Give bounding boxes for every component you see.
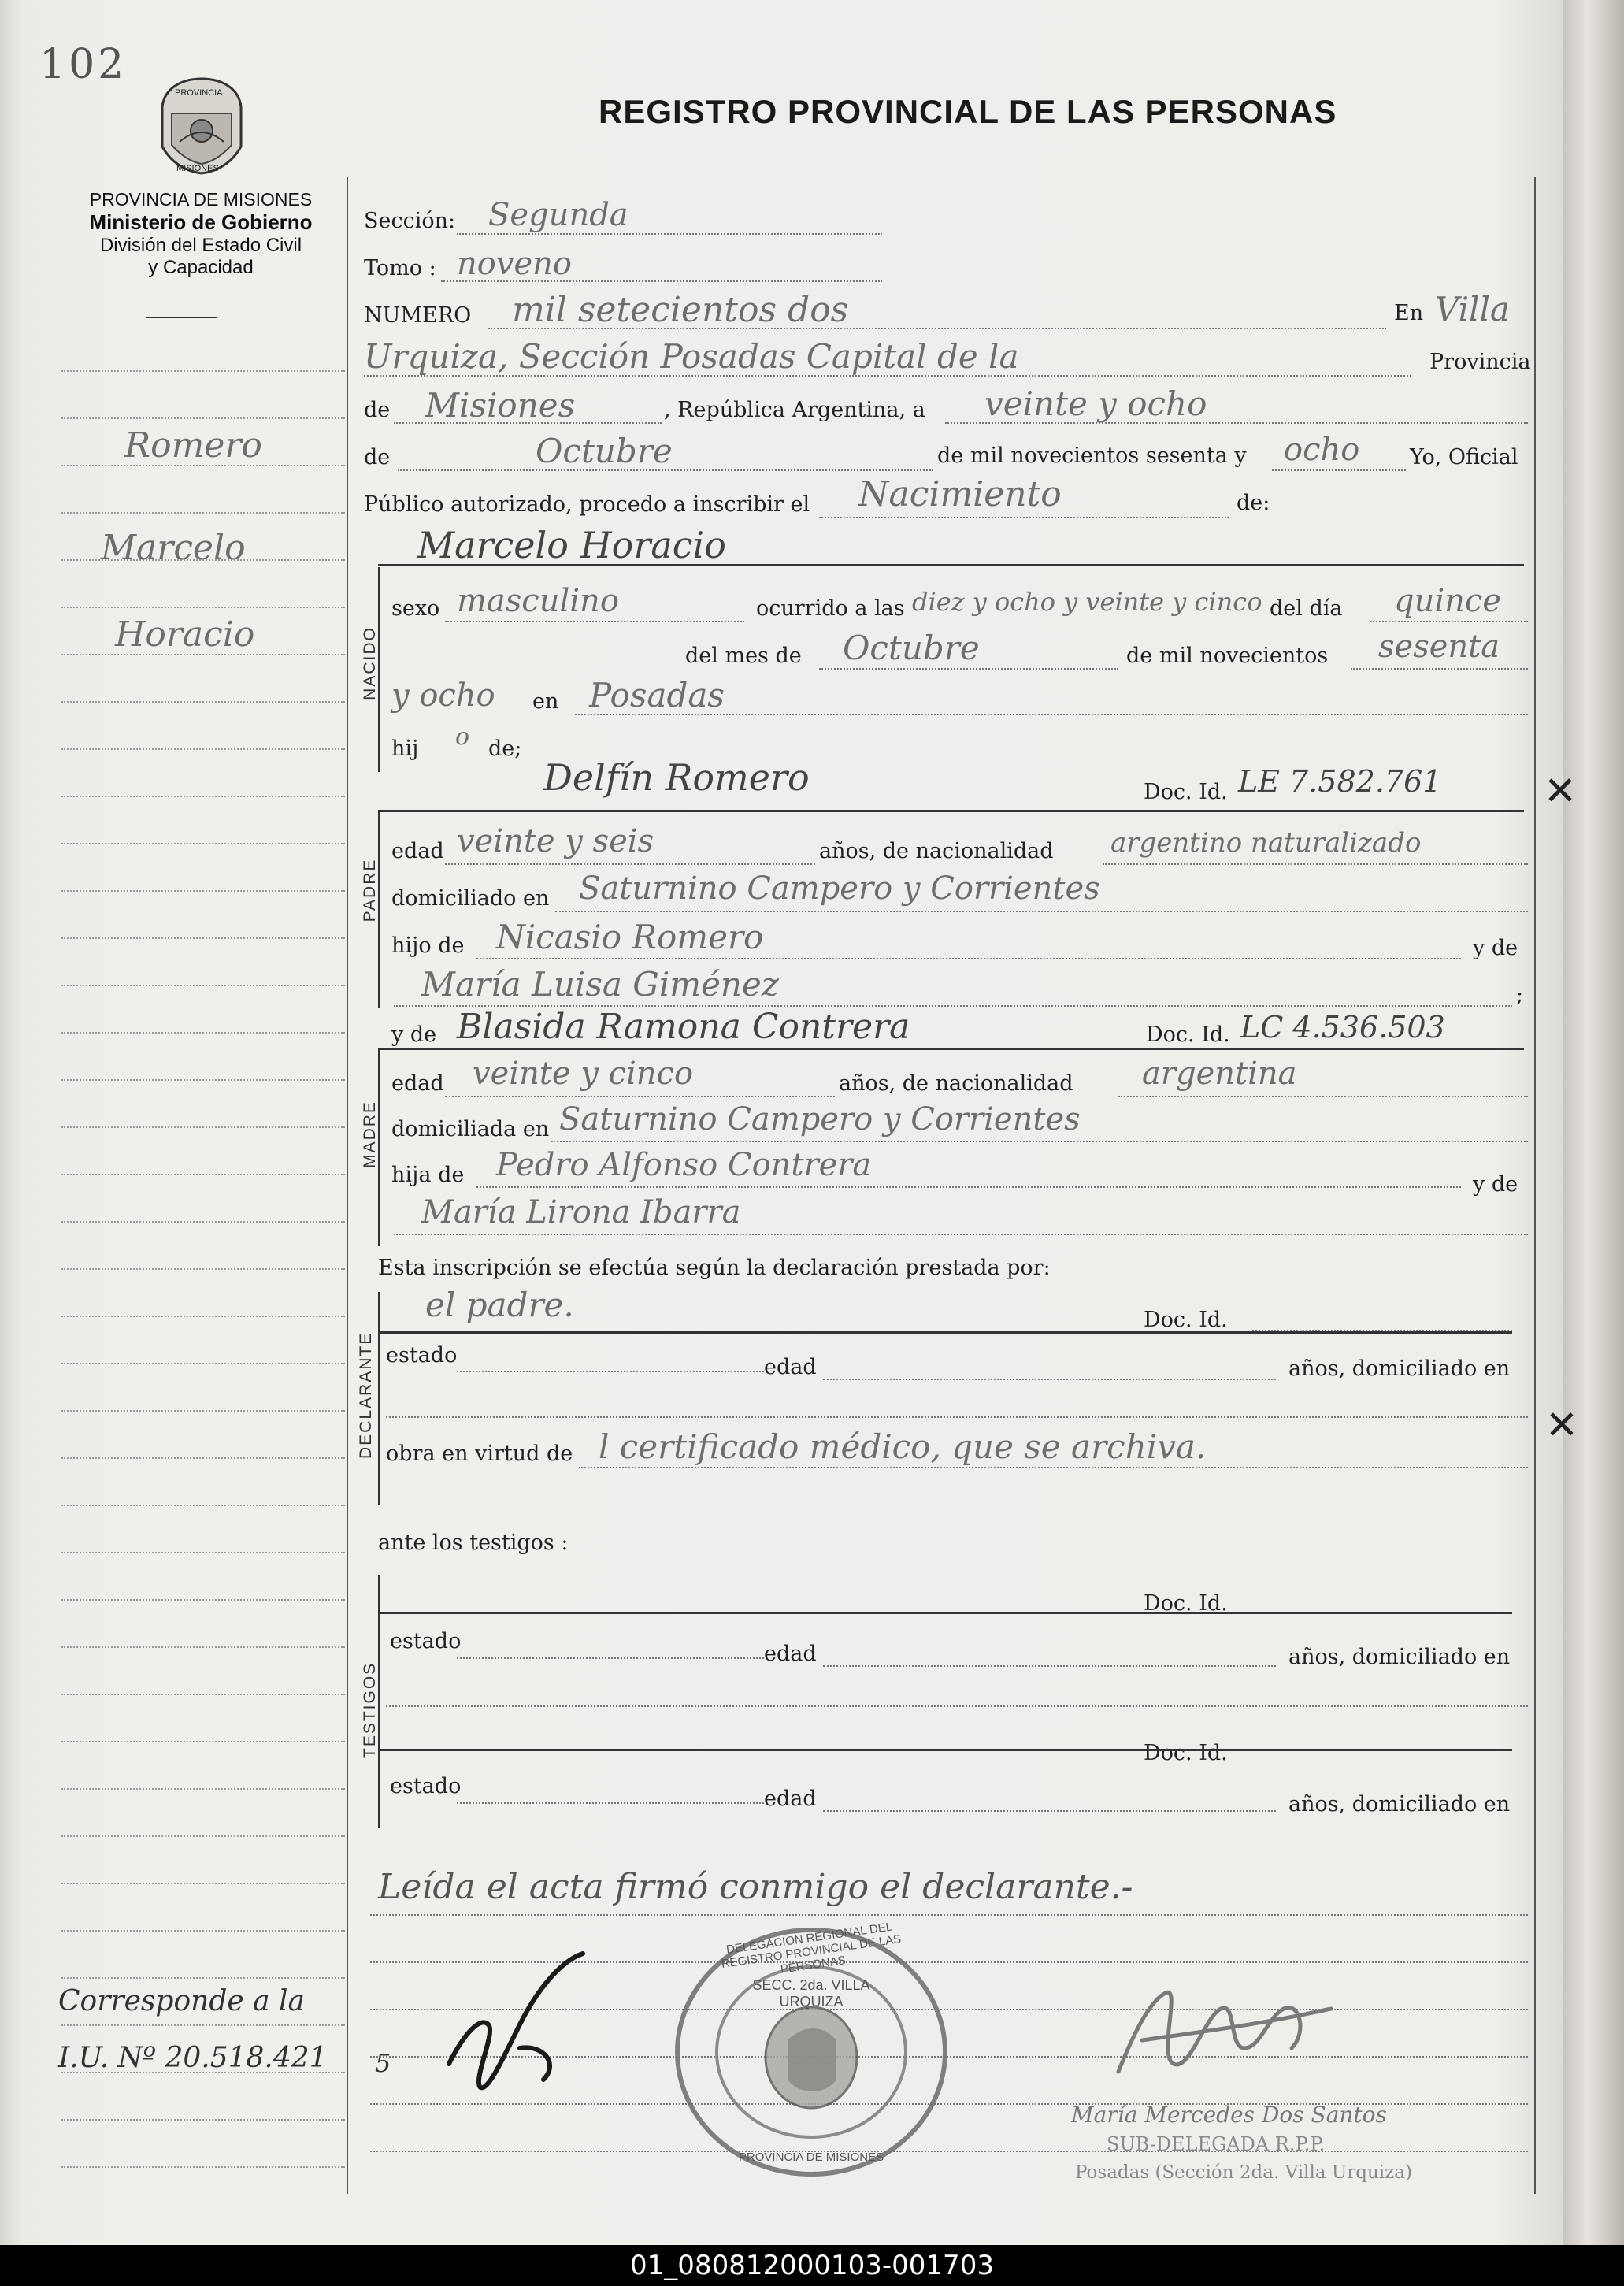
madre-madre-line [394, 1234, 1528, 1235]
padre-semicolon: ; [1516, 983, 1524, 1008]
testigo2-anos-label: años, domiciliado en [1288, 1792, 1511, 1817]
en-place-label: en [532, 689, 559, 714]
madre-y-de-label: y de [391, 1022, 437, 1047]
officer-place: Posadas (Sección 2da. Villa Urquiza) [1075, 2162, 1412, 2183]
madre-doc-label: Doc. Id. [1146, 1022, 1230, 1047]
file-id-footer: 01_080812000103-001703 [0, 2245, 1624, 2286]
act-type-line [819, 517, 1229, 518]
page-title: REGISTRO PROVINCIAL DE LAS PERSONAS [599, 93, 1337, 130]
testigo2-doc-label: Doc. Id. [1144, 1741, 1228, 1765]
stamp-inner-text: SECC. 2da. VILLA URQUIZA [752, 1977, 870, 2010]
closing-line [370, 1914, 1528, 1916]
padre-nacionalidad-value: argentino naturalizado [1110, 827, 1422, 859]
hora-value: diez y ocho y veinte y cinco [912, 587, 1262, 617]
seccion-line [457, 233, 882, 235]
closing-statement: Leída el acta firmó conmigo el declarante.- [378, 1867, 1133, 1907]
margin-divider [347, 177, 348, 2194]
seal-text-bottom: MISIONES [176, 164, 219, 173]
en-value: Villa [1435, 290, 1510, 328]
mes-line [819, 668, 1118, 670]
obra-label: obra en virtud de [386, 1442, 573, 1466]
officer-signature [1071, 1946, 1355, 2103]
padre-padre-line [476, 958, 1461, 959]
lugar-line [575, 714, 1528, 715]
act-type-value: Nacimiento [858, 474, 1062, 514]
declarante-section-label: DECLARANTE [357, 1331, 375, 1459]
month-value: Octubre [536, 432, 673, 470]
en-label: En [1394, 301, 1424, 325]
division-name: División del Estado Civil [99, 235, 302, 256]
officer-role: SUB-DELEGADA R.P.P. [1107, 2133, 1326, 2155]
ocurrido-label: ocurrido a las [756, 596, 905, 621]
tomo-line [441, 280, 882, 282]
del-mes-label: del mes de [685, 644, 802, 668]
padre-section-label: PADRE [361, 858, 379, 922]
header-rule [146, 317, 217, 318]
padre-edad-value: veinte y seis [457, 823, 654, 859]
stamp-round-text: DELEGACION REGIONAL DEL REGISTRO PROVINCIAL DE LAS PERSONAS [720, 1920, 903, 1976]
province-name: PROVINCIA DE MISIONES [89, 189, 313, 210]
testigo2-estado-label: estado [390, 1774, 462, 1798]
padre-domicilio-line [555, 911, 1528, 912]
testigo1-anos-label: años, domiciliado en [1288, 1645, 1511, 1669]
declarante-edad-label: edad [764, 1355, 817, 1379]
padre-padre-value: Nicasio Romero [496, 918, 764, 956]
nacido-section-label: NACIDO [361, 626, 379, 700]
tomo-label: Tomo : [364, 256, 436, 280]
madre-padre-line [476, 1186, 1461, 1188]
division-name-2: y Capacidad [148, 257, 254, 278]
padre-name: Delfín Romero [543, 756, 810, 799]
stamp-bottom-text: PROVINCIA DE MISIONES [738, 2151, 884, 2164]
binding-mark-1: ✕ [1544, 768, 1577, 814]
padre-anos-label: años, de nacionalidad [819, 839, 1054, 863]
dia-value: quince [1394, 583, 1501, 619]
anio-value-2: y ocho [391, 677, 495, 714]
declarante-value: el padre. [425, 1286, 574, 1324]
province-seal [156, 76, 247, 176]
page-number: 102 [39, 41, 128, 88]
padre-hijo-de-label: hijo de [391, 933, 465, 958]
declarante-domicilio-line [386, 1416, 1528, 1418]
de-colon: de: [1237, 491, 1270, 515]
del-dia-label: del día [1270, 596, 1343, 621]
month-de-label: de [364, 445, 391, 469]
testigo1-rule [378, 1612, 1512, 1614]
hijo-suffix: o [455, 723, 470, 751]
mes-value: Octubre [843, 629, 980, 667]
margin-note-1: Corresponde a la [58, 1985, 305, 2017]
declarante-bracket [378, 1292, 380, 1505]
numero-value: mil setecientos dos [512, 290, 849, 330]
madre-hija-de-label: hija de [391, 1163, 465, 1187]
numero-line [488, 328, 1386, 329]
testigos-section-label: TESTIGOS [361, 1661, 379, 1758]
padre-edad-label: edad [391, 839, 444, 863]
sexo-label: sexo [391, 596, 440, 621]
madre-edad-line [445, 1096, 835, 1097]
madre-edad-label: edad [391, 1071, 444, 1096]
testigo2-edad-line [823, 1810, 1276, 1812]
binding-mark-2: ✕ [1545, 1402, 1578, 1448]
yo-label: Yo, Oficial [1410, 445, 1518, 469]
testigo2-estado-line [457, 1802, 764, 1804]
hijo-de-label: de; [488, 737, 522, 761]
place-line: Urquiza, Sección Posadas Capital de la [364, 337, 1019, 376]
mil-label: de mil novecientos [1126, 644, 1329, 668]
year-text: de mil novecientos sesenta y [937, 443, 1247, 468]
de-label: de [364, 398, 391, 422]
padre-doc-value: LE 7.582.761 [1238, 764, 1442, 799]
hijo-label: hij [391, 737, 419, 761]
dia-line [1370, 621, 1528, 622]
provincia-label: Provincia [1429, 350, 1531, 374]
ministry-header [55, 189, 347, 279]
madre-domicilio-label: domiciliada en [391, 1117, 550, 1141]
day-value: veinte y ocho [984, 384, 1207, 423]
madre-doc-value: LC 4.536.503 [1240, 1010, 1445, 1045]
publico-label: Público autorizado, procedo a inscribir el [364, 492, 810, 517]
seccion-value: Segunda [488, 197, 628, 233]
testigo1-estado-label: estado [390, 1629, 462, 1653]
month-line [398, 469, 933, 471]
official-stamp [669, 1922, 953, 2182]
madre-nacionalidad-value: argentina [1142, 1056, 1297, 1092]
seccion-label: Sección: [364, 209, 456, 233]
padre-domicilio-label: domiciliado en [391, 886, 550, 911]
seal-text-top: PROVINCIA [175, 88, 223, 98]
testigo2-edad-label: edad [764, 1787, 817, 1811]
madre-nac-line [1118, 1096, 1528, 1097]
testigos-intro: ante los testigos : [378, 1531, 569, 1555]
anio-value: sesenta [1378, 629, 1500, 665]
margin-note-2: I.U. Nº 20.518.421 [58, 2042, 328, 2074]
madre-anos-label: años, de nacionalidad [839, 1071, 1073, 1096]
day-line [945, 422, 1528, 424]
year-value: ocho [1284, 432, 1360, 468]
anio-line [1351, 668, 1528, 670]
province-line [394, 422, 662, 424]
declarante-estado-line [457, 1371, 764, 1372]
right-border [1534, 177, 1536, 2194]
republica-label: , República Argentina, a [664, 398, 925, 422]
madre-padre-value: Pedro Alfonso Contrera [496, 1147, 872, 1183]
madre-madre-value: María Lirona Ibarra [421, 1194, 741, 1230]
madre-y-de2-label: y de [1473, 1172, 1518, 1197]
testigo1-doc-label: Doc. Id. [1144, 1591, 1228, 1616]
lugar-value: Posadas [589, 676, 725, 714]
testigo2-rule [378, 1749, 1512, 1751]
year-line [1272, 469, 1406, 471]
padre-madre-value: María Luisa Giménez [421, 965, 779, 1004]
padre-doc-label: Doc. Id. [1144, 780, 1228, 804]
officer-name: María Mercedes Dos Santos [1071, 2102, 1387, 2128]
obra-value: l certificado médico, que se archiva. [599, 1427, 1207, 1466]
margin-name-1: Marcelo [101, 528, 246, 568]
declarante-edad-line [823, 1379, 1276, 1380]
padre-domicilio-value: Saturnino Campero y Corrientes [579, 870, 1100, 907]
madre-edad-value: veinte y cinco [473, 1056, 694, 1092]
person-name-rule [378, 564, 1524, 566]
testigo1-estado-line [457, 1657, 764, 1659]
padre-y-de-label: y de [1473, 936, 1518, 960]
declarant-signature [425, 1946, 606, 2103]
padre-name-rule [378, 810, 1524, 812]
declaracion-intro: Esta inscripción se efectúa según la declaración prestada por: [378, 1256, 1051, 1280]
madre-domicilio-value: Saturnino Campero y Corrientes [559, 1101, 1081, 1137]
margin-name-2: Horacio [115, 614, 255, 655]
madre-name: Blasida Ramona Contrera [457, 1007, 910, 1047]
testigo1-edad-line [823, 1665, 1276, 1667]
numero-label: NUMERO [364, 303, 472, 328]
sexo-line [445, 621, 744, 622]
madre-section-label: MADRE [361, 1100, 379, 1168]
madre-domicilio-line [551, 1141, 1528, 1142]
book-binding [1563, 0, 1624, 2245]
sexo-value: masculino [457, 583, 619, 619]
ministry-name: Ministerio de Gobierno [89, 210, 313, 234]
testigo1-edad-label: edad [764, 1642, 817, 1666]
obra-line [579, 1467, 1528, 1468]
declarante-doc-label: Doc. Id. [1144, 1308, 1228, 1332]
declarante-estado-label: estado [386, 1343, 458, 1368]
declarante-rule [378, 1331, 1512, 1334]
person-name: Marcelo Horacio [417, 524, 726, 566]
madre-name-rule [378, 1048, 1524, 1050]
padre-edad-line [445, 863, 815, 865]
testigo1-domicilio-line [386, 1705, 1528, 1707]
province-value: Misiones [425, 386, 576, 425]
place-dotline [364, 375, 1411, 377]
padre-nac-line [1103, 863, 1528, 865]
margin-mark: 5 [375, 2048, 391, 2078]
declarante-anos-label: años, domiciliado en [1288, 1356, 1511, 1381]
tomo-value: noveno [457, 246, 572, 282]
margin-surname: Romero [124, 425, 262, 466]
